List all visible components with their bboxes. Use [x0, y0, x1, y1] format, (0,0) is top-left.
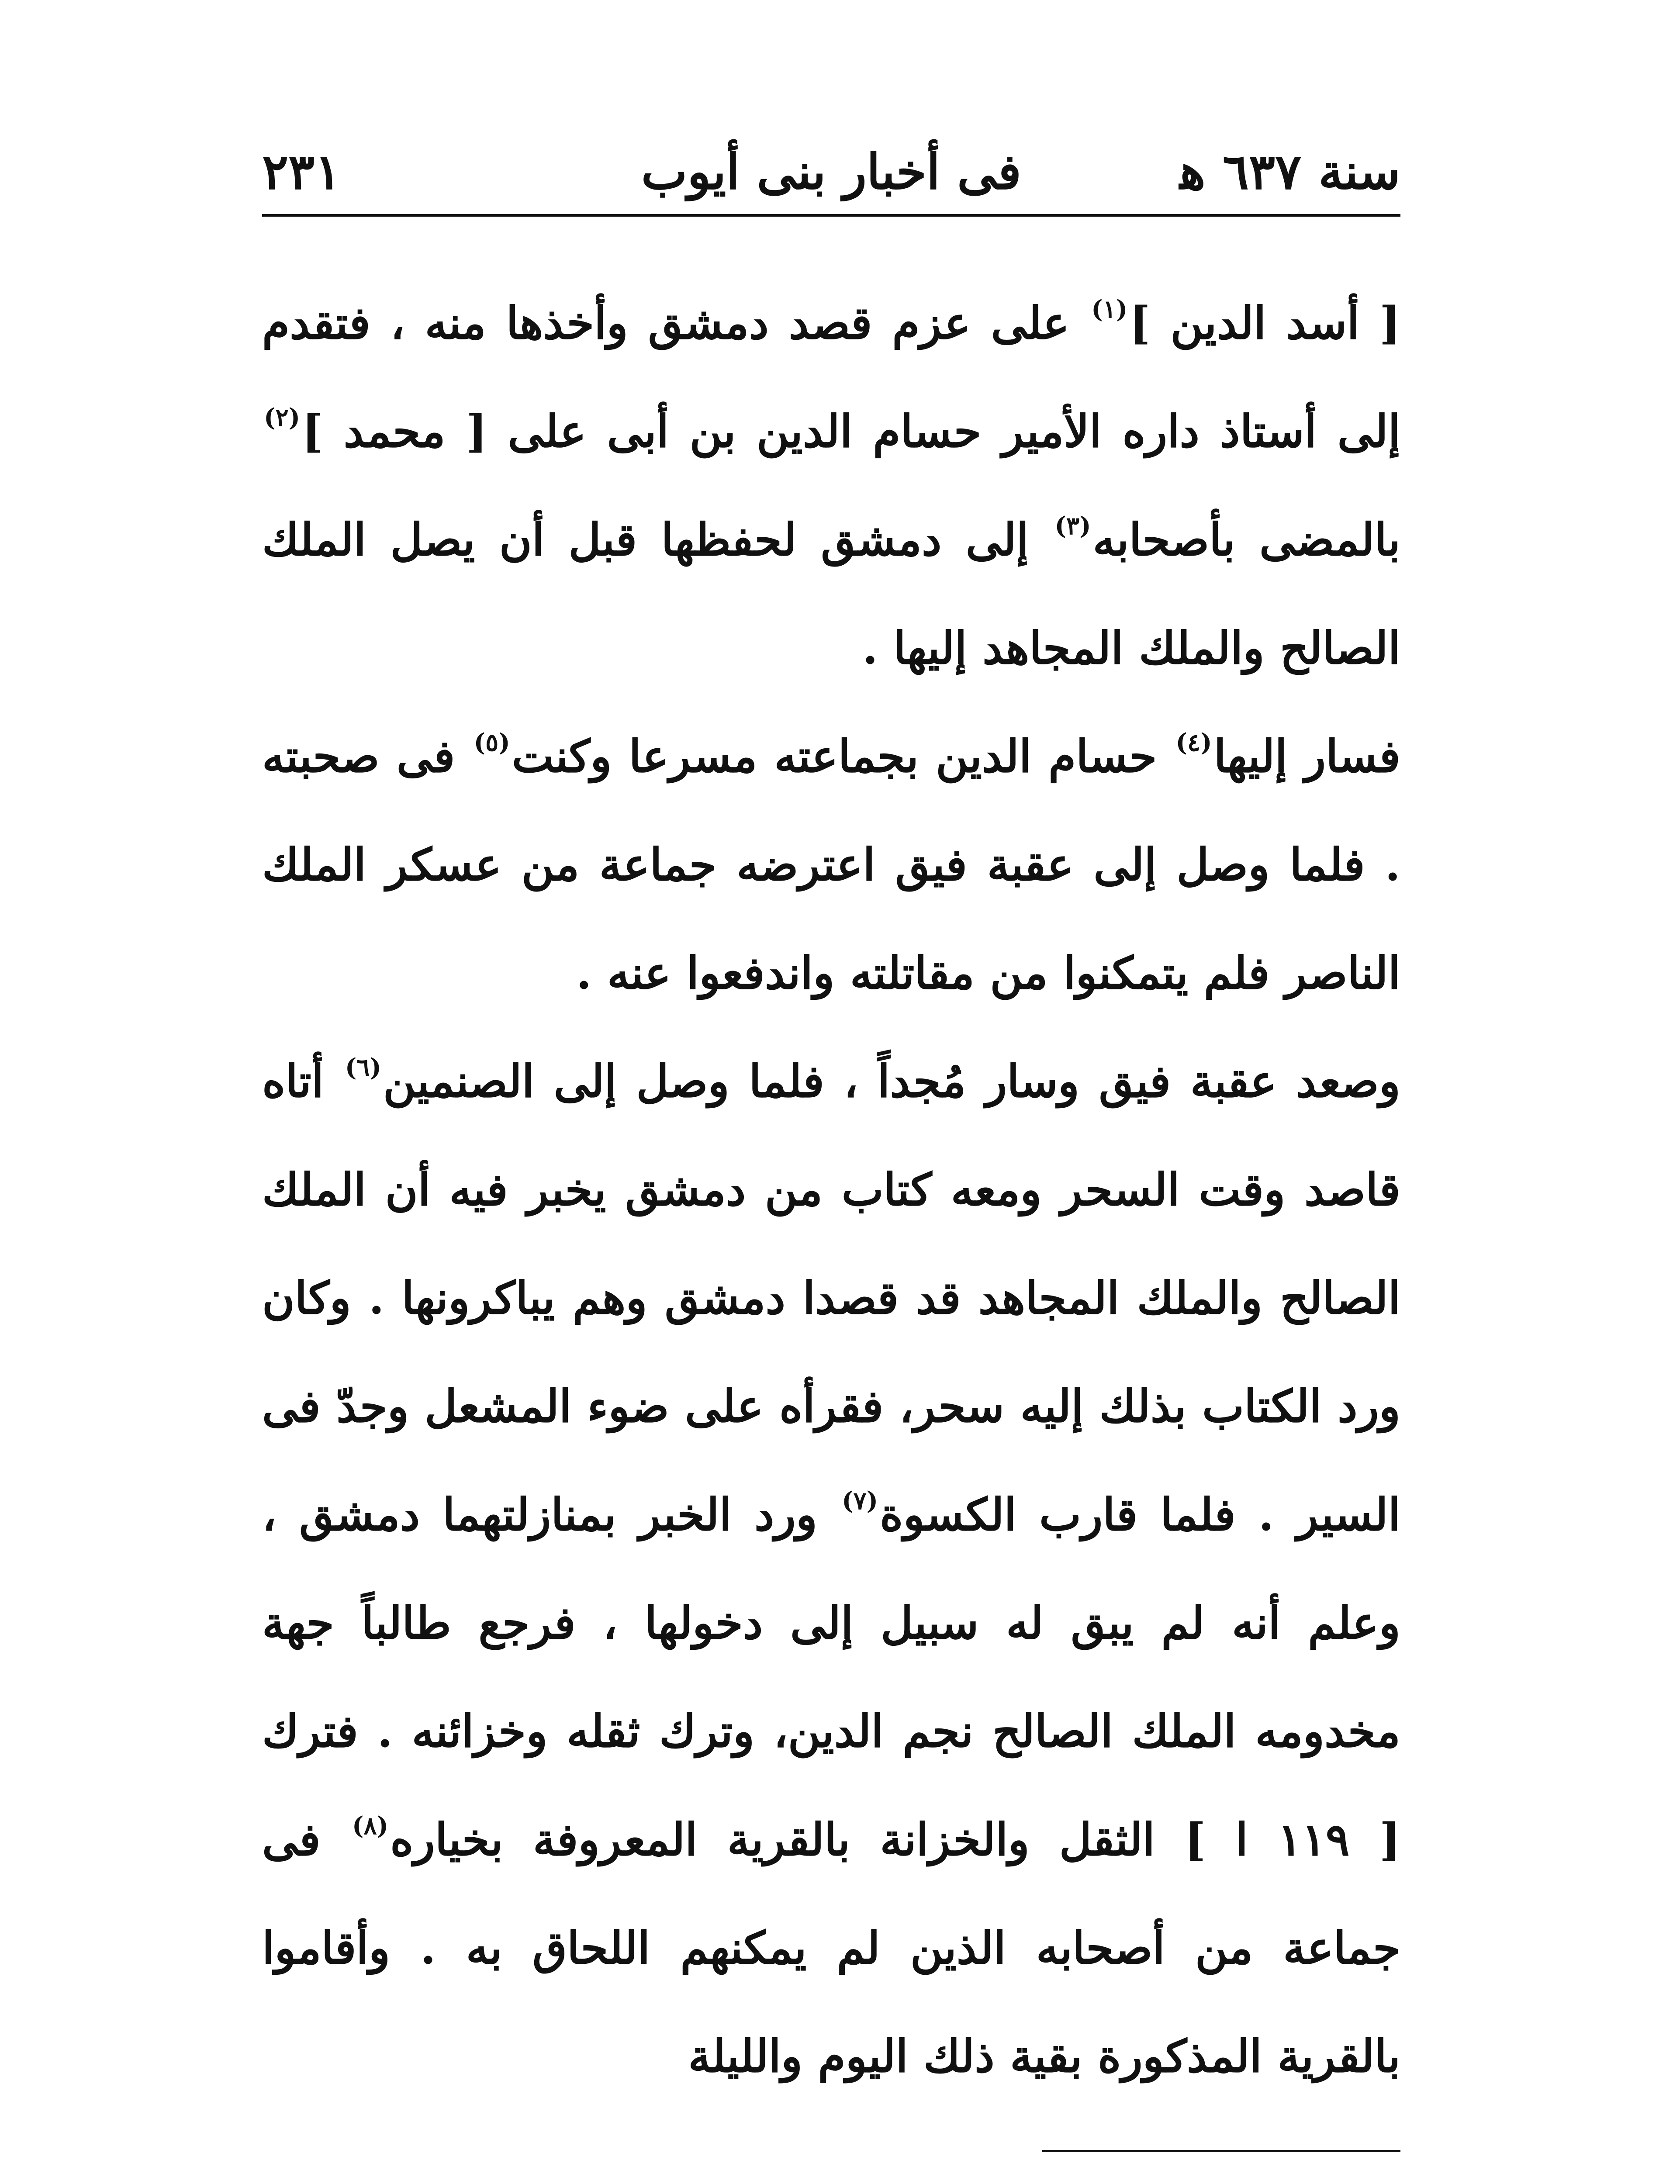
main-text — [262, 269, 1400, 2111]
text-run: فى صحبته . فلما وصل إلى عقبة فيق اعترضه جماعة من عسكر الملك الناصر فلم يتمكنوا من مقاتلته واندفعوا عنه . — [262, 730, 1400, 999]
footnote-ref-2: (٢) — [264, 403, 301, 432]
text-run: حسام الدين بجماعته مسرعا وكنت — [512, 730, 1174, 783]
paragraph-3 — [262, 1027, 1400, 2111]
footnote-ref-6: (٦) — [345, 1053, 381, 1082]
text-run: إلى دمشق لحفظها قبل أن يصل الملك الصالح والملك المجاهد إليها . — [262, 514, 1400, 674]
footnote-ref-4: (٤) — [1175, 728, 1212, 757]
header-rule — [262, 214, 1400, 217]
page-number: ٢٣١ — [262, 143, 341, 200]
footnote-ref-7: (٧) — [842, 1486, 878, 1516]
footnote-ref-1: (١) — [1091, 295, 1128, 324]
footnote-rule — [1042, 2150, 1400, 2152]
running-header — [262, 131, 1400, 200]
footnote-ref-8: (٨) — [352, 1811, 389, 1841]
header-year: سنة ٦٣٧ ﻫ — [1179, 143, 1400, 200]
footnote-ref-5: (٥) — [474, 728, 510, 757]
text-run: ورد الخبر بمنازلتهما دمشق ، وعلم أنه لم يبق له سبيل إلى دخولها ، فرجع طالباً جهة مخدومه الملك الصالح نجم الدين، وترك ثقله وخزائنه . فترك [ ١١٩ ا ] الثقل والخزانة بالقرية المعروفة بخياره — [262, 1489, 1400, 1866]
text-run: فى جماعة من أصحابه الذين لم يمكنهم اللحاق به . وأقاموا بالقرية المذكورة بقية ذلك اليوم والليلة — [262, 1814, 1400, 2083]
text-run: [ أسد الدين ] — [1129, 297, 1400, 349]
footnote-ref-3: (٣) — [1054, 511, 1091, 541]
text-run: على عزم قصد دمشق وأخذها منه ، فتقدم إلى أستاذ داره الأمير حسام الدين بن أبى على [ محمد ] — [262, 297, 1400, 458]
text-run: بالمضى بأصحابه — [1092, 514, 1400, 566]
paragraph-1 — [262, 269, 1400, 702]
header-title: فى أخبار بنى أيوب — [641, 143, 1022, 200]
text-run: فسار إليها — [1213, 730, 1401, 783]
text-run: وصعد عقبة فيق وسار مُجداً ، فلما وصل إلى الصنمين — [383, 1055, 1400, 1108]
text-run: أتاه قاصد وقت السحر ومعه كتاب من دمشق يخبر فيه أن الملك الصالح والملك المجاهد قد قصدا دمشق وهم يباكرونها . وكان ورد الكتاب بذلك إليه سحر، فقرأه على ضوء المشعل وجدّ فى السير . فلما قارب الكسوة — [262, 1055, 1400, 1541]
paragraph-2 — [262, 702, 1400, 1027]
